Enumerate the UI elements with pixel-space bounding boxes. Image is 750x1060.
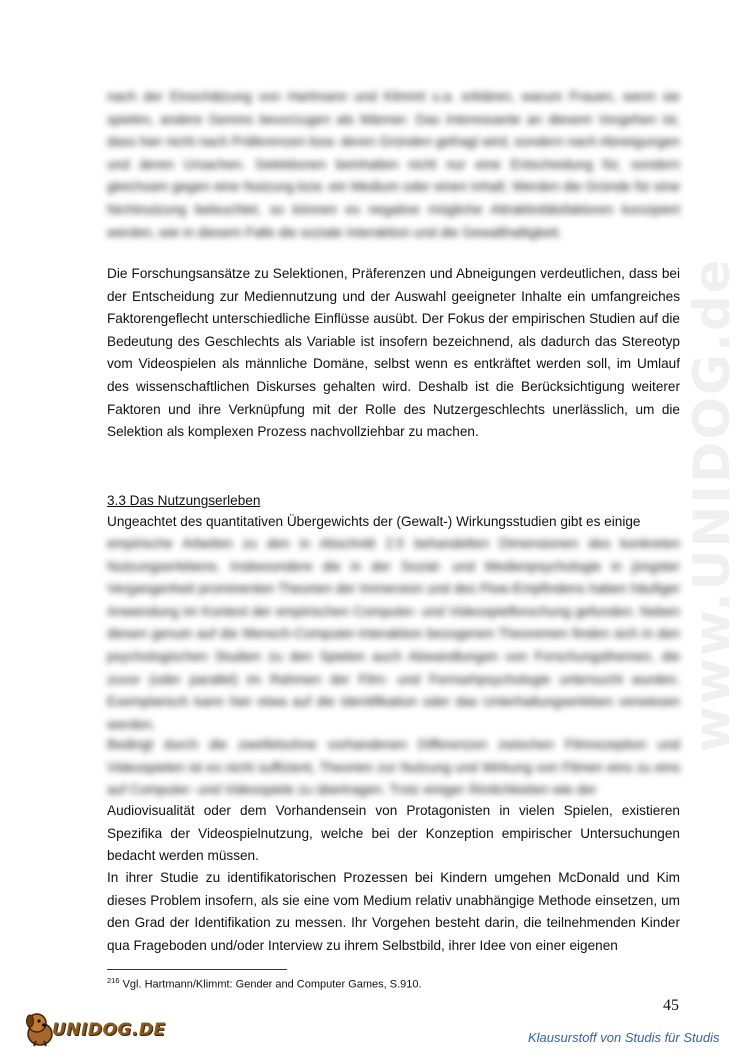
page-number: 45 [663,997,679,1014]
paragraph-identification-study: In ihrer Studie zu identifikatorischen Prozessen bei Kindern umgehen McDonald und Kim dieses Problem insofern, als sie eine vom Medium relativ unabhängige Methode einsetzen, um den Grad der Identifikation zu messen. Ihr Vorgehen besteht darin, die teilnehmenden Kinder qua Frageboden und/oder Interview zu ihrem Selbstbild, ihrer Idee von einer eigenen [107,870,680,953]
paragraph-blurred-intro: nach der Einschätzung von Hartmann und Klimmt u.a. erklären, warum Frauen, wenn sie spielen, andere Genres bevorzugen als Männer. Das Interessante an diesem Vorgehen ist, dass hier nicht nach Präferenzen bzw. deren Gründen gefragt wird, sondern nach Abneigungen und deren Ursachen. Selektionen beinhalten nicht nur eine Entscheidung für, sondern gleichsam gegen eine Nutzung bzw. ein Medium oder einen Inhalt. Werden die Gründe für eine Nichtnutzung beleuchtet, so können es negative mögliche Attraktivitätsfaktoren konzipiert werden, wie in diesem Falle die soziale Interaktion und die Gewalthaltigkeit. [107,89,680,240]
footnote-number: 216 [107,976,120,985]
footnote-text: Vgl. Hartmann/Klimmt: Gender and Computer Games, S.910. [119,978,422,991]
paragraph-research-approaches: Die Forschungsansätze zu Selektionen, Präferenzen und Abneigungen verdeutlichen, dass bei der Entscheidung zur Mediennutzung und der Auswahl geeigneter Inhalte ein umfangreiches Faktorengeflecht unterschiedliche Einflüsse ausübt. Der Fokus der empirischen Studien auf die Bedeutung des Geschlechts als Variable ist insofern bezeichnend, als dadurch das Stereotyp vom Videospielen als männliche Domäne, selbst wenn es entkräftet werden soll, im Umlauf des wissenschaftlichen Diskurses gehalten wird. Deshalb ist die Berücksichtigung weiterer Faktoren und ihre Verknüpfung mit der Rolle des Nutzergeschlechts unerlässlich, um die Selektion als komplexen Prozess nachvollziehbar zu machen. [107,266,680,440]
logo-text: UNIDOG.DE [52,1020,166,1040]
paragraph-audiovisual: Audiovisualität oder dem Vorhandensein von Protagonisten in vielen Spielen, existieren Spezifika der Videospielnutzung, welche bei der Konzeption empirischer Untersuchungen bedacht werden müssen. [107,803,680,864]
tagline: Klausurstoff von Studis für Studis [528,1030,720,1045]
footnote-divider [107,969,287,970]
footnote [107,974,422,992]
paragraph-blurred-film: Bedingt durch die zweifelsohne vorhandenen Differenzen zwischen Filmrezeption und Videospielen ist es nicht suffizient, Theorien zur Nutzung und Wirkung von Filmen eins zu eins auf Computer- und Videospiele zu übertragen. Trotz einiger Ähnlichkeiten wie der [107,737,680,798]
unidog-logo [22,1008,166,1052]
section-heading: 3.3 Das Nutzungserleben [107,493,261,508]
watermark: www.UNIDOG.de [683,257,741,753]
paragraph-blurred-usage: empirische Arbeiten zu den in Abschnitt 2.5 behandelten Dimensionen des konkreten Nutzungserlebens. Insbesondere die in der Sozial- und Medienpsychologie in jüngster Vergangenheit prominenten Theorien der Immersion und des Flow-Empfindens haben häufiger Anwendung im Kontext der empirischen Computer- und Videospielforschung gefunden. Neben diesen genuin auf die Mensch-Computer-Interaktion bezogenen Theoremen finden sich in den psychologischen Studien zu den Spielen auch Abwandlungen von Forschungsthemen, die zuvor (oder parallel) im Rahmen der Film- und Fernsehpsychologie untersucht wurden. Exemplarisch kann hier etwa auf die Identifikation oder das Unterhaltungserleben verwiesen werden. [107,536,680,732]
paragraph-first-line: Ungeachtet des quantitativen Übergewichts der (Gewalt-) Wirkungsstudien gibt es einige [107,514,641,529]
